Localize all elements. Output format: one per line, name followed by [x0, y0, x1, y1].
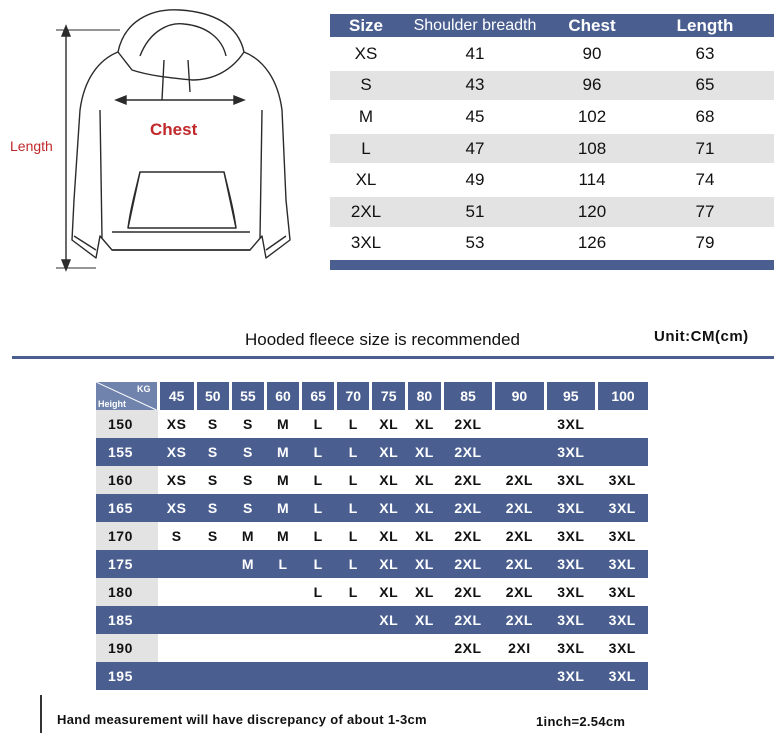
size-measurement-table — [330, 14, 774, 270]
size-table-row — [330, 133, 774, 165]
recommended-size-cell: XL — [407, 578, 443, 606]
recommended-size-cell: M — [265, 494, 300, 522]
recommended-size-cell: 2XL — [442, 494, 493, 522]
height-cell: 190 — [96, 634, 158, 662]
recommended-size-cell: 3XL — [545, 466, 596, 494]
recommended-size-cell: M — [265, 522, 300, 550]
recommended-size-cell: XL — [371, 522, 407, 550]
weight-header-cell: 90 — [494, 382, 545, 410]
weight-header-cell: 70 — [336, 382, 371, 410]
recommended-size-cell — [230, 578, 265, 606]
recommended-size-cell: M — [265, 466, 300, 494]
chest-cell: 108 — [548, 133, 636, 165]
recommended-size-cell — [494, 438, 545, 466]
length-cell: 79 — [636, 228, 774, 260]
recommended-size-cell: 3XL — [597, 494, 649, 522]
recommended-size-cell: XL — [371, 578, 407, 606]
recommended-size-cell: S — [195, 494, 230, 522]
length-cell: 74 — [636, 164, 774, 196]
recommended-size-cell: 3XL — [597, 662, 649, 690]
recommendation-row — [96, 494, 648, 522]
recommended-size-cell: 3XL — [597, 550, 649, 578]
recommended-size-cell: 2XL — [442, 606, 493, 634]
recommended-size-cell: L — [336, 466, 371, 494]
recommendation-row — [96, 466, 648, 494]
chest-cell: 126 — [548, 228, 636, 260]
length-label: Length — [10, 138, 53, 154]
height-cell: 185 — [96, 606, 158, 634]
recommendation-row — [96, 438, 648, 466]
weight-header-cell: 80 — [407, 382, 443, 410]
recommended-size-cell: 3XL — [545, 522, 596, 550]
recommended-size-cell: 3XL — [597, 606, 649, 634]
recommended-size-cell: L — [336, 550, 371, 578]
recommended-size-cell — [195, 550, 230, 578]
recommended-size-cell: L — [265, 550, 300, 578]
recommended-size-cell: XL — [407, 494, 443, 522]
recommendation-row — [96, 578, 648, 606]
recommended-size-cell: 2XL — [494, 550, 545, 578]
height-cell: 170 — [96, 522, 158, 550]
size-table-row — [330, 70, 774, 102]
recommendation-row — [96, 662, 648, 690]
recommended-size-cell: 2XL — [494, 578, 545, 606]
size-recommendation-table — [96, 382, 648, 690]
height-cell: 180 — [96, 578, 158, 606]
recommended-size-cell: L — [336, 578, 371, 606]
recommended-size-cell — [336, 634, 371, 662]
recommended-size-cell: S — [158, 522, 195, 550]
recommended-size-cell: XL — [407, 466, 443, 494]
recommended-size-cell: 3XL — [545, 438, 596, 466]
recommended-size-cell: S — [195, 522, 230, 550]
recommended-size-cell: 3XL — [545, 606, 596, 634]
recommended-size-cell — [265, 606, 300, 634]
recommended-size-cell: XS — [158, 466, 195, 494]
chest-cell: 120 — [548, 196, 636, 228]
size-table-row — [330, 38, 774, 70]
recommended-size-cell: XL — [407, 550, 443, 578]
size-cell: 2XL — [330, 196, 402, 228]
column-header-size: Size — [330, 14, 402, 38]
recommended-size-cell: XL — [371, 606, 407, 634]
size-cell: XL — [330, 164, 402, 196]
recommended-size-cell: 2XL — [442, 410, 493, 438]
chest-cell: 114 — [548, 164, 636, 196]
recommended-size-cell: XL — [371, 466, 407, 494]
recommended-size-cell: 2XL — [442, 522, 493, 550]
recommended-size-cell — [494, 662, 545, 690]
length-cell: 68 — [636, 101, 774, 133]
recommended-size-cell — [265, 634, 300, 662]
recommended-size-cell — [407, 662, 443, 690]
recommended-size-cell — [230, 606, 265, 634]
recommended-size-cell: M — [265, 438, 300, 466]
chest-label: Chest — [150, 120, 198, 139]
recommended-size-cell: S — [230, 438, 265, 466]
recommended-size-cell — [494, 410, 545, 438]
weight-header-cell: 60 — [265, 382, 300, 410]
size-table-row — [330, 164, 774, 196]
recommended-size-cell: 3XL — [597, 522, 649, 550]
recommended-size-cell — [195, 578, 230, 606]
recommended-size-cell: L — [336, 494, 371, 522]
footer-bar — [40, 695, 42, 733]
recommended-size-cell — [265, 578, 300, 606]
recommendation-row — [96, 606, 648, 634]
recommended-size-cell: 3XL — [545, 494, 596, 522]
recommendation-row — [96, 410, 648, 438]
recommended-size-cell: XS — [158, 410, 195, 438]
size-cell: S — [330, 70, 402, 102]
recommended-size-cell: S — [195, 438, 230, 466]
recommended-size-cell: XL — [407, 410, 443, 438]
weight-header-cell: 85 — [442, 382, 493, 410]
height-cell: 160 — [96, 466, 158, 494]
recommended-size-cell — [301, 662, 336, 690]
section-divider — [12, 356, 774, 359]
recommended-size-cell: L — [301, 494, 336, 522]
recommended-size-cell: XL — [371, 410, 407, 438]
recommended-size-cell: L — [301, 550, 336, 578]
recommended-size-cell — [597, 410, 649, 438]
recommended-size-cell: S — [195, 410, 230, 438]
weight-header-cell: 45 — [158, 382, 195, 410]
corner-kg-label: KG — [137, 384, 151, 394]
height-cell: 155 — [96, 438, 158, 466]
measurement-note: Hand measurement will have discrepancy of about 1-3cm — [57, 712, 427, 727]
recommended-size-cell — [158, 550, 195, 578]
height-cell: 150 — [96, 410, 158, 438]
recommended-size-cell — [407, 634, 443, 662]
recommended-size-cell: M — [265, 410, 300, 438]
size-table-header-row — [330, 14, 774, 38]
recommended-size-cell — [597, 438, 649, 466]
recommended-size-cell: S — [230, 494, 265, 522]
unit-label: Unit:CM(cm) — [654, 328, 749, 345]
recommendation-row — [96, 522, 648, 550]
recommended-size-cell — [195, 662, 230, 690]
recommended-size-cell: L — [301, 466, 336, 494]
column-header-shoulder: Shoulder breadth — [402, 14, 548, 38]
weight-header-cell: 65 — [301, 382, 336, 410]
recommended-size-cell: XL — [371, 494, 407, 522]
recommended-size-cell — [336, 662, 371, 690]
weight-header-row — [96, 382, 648, 410]
recommended-size-cell — [158, 606, 195, 634]
size-cell: XS — [330, 38, 402, 70]
recommended-size-cell: 3XL — [597, 466, 649, 494]
chest-cell: 90 — [548, 38, 636, 70]
recommendation-row — [96, 550, 648, 578]
recommended-size-cell — [230, 634, 265, 662]
recommended-size-cell: M — [230, 522, 265, 550]
recommended-size-cell: L — [336, 410, 371, 438]
recommended-size-cell: XL — [407, 522, 443, 550]
shoulder-cell: 47 — [402, 133, 548, 165]
height-weight-corner — [96, 382, 158, 410]
chest-cell: 96 — [548, 70, 636, 102]
recommended-size-cell: 3XL — [545, 410, 596, 438]
recommended-size-cell: 2XL — [494, 522, 545, 550]
recommended-size-cell: 3XL — [545, 662, 596, 690]
chest-cell: 102 — [548, 101, 636, 133]
recommended-size-cell: M — [230, 550, 265, 578]
recommended-size-cell: 2XL — [494, 494, 545, 522]
recommended-size-cell: XL — [371, 438, 407, 466]
shoulder-cell: 41 — [402, 38, 548, 70]
height-cell: 195 — [96, 662, 158, 690]
recommended-size-cell — [336, 606, 371, 634]
shoulder-cell: 43 — [402, 70, 548, 102]
weight-header-cell: 100 — [597, 382, 649, 410]
recommended-size-cell — [301, 634, 336, 662]
recommended-size-cell: L — [301, 578, 336, 606]
shoulder-cell: 49 — [402, 164, 548, 196]
recommended-size-cell — [442, 662, 493, 690]
recommended-size-cell — [195, 634, 230, 662]
recommended-size-cell: L — [336, 438, 371, 466]
recommended-size-cell: L — [301, 522, 336, 550]
size-cell: L — [330, 133, 402, 165]
recommended-size-cell: 2XL — [442, 438, 493, 466]
size-table-row — [330, 228, 774, 260]
recommended-size-cell: 2XL — [442, 550, 493, 578]
length-cell: 65 — [636, 70, 774, 102]
size-table-row — [330, 196, 774, 228]
recommended-size-cell: L — [301, 410, 336, 438]
recommended-size-cell: XS — [158, 438, 195, 466]
size-cell: M — [330, 101, 402, 133]
length-cell: 63 — [636, 38, 774, 70]
recommended-size-cell: 2XL — [494, 466, 545, 494]
recommended-size-cell: 2XI — [494, 634, 545, 662]
recommended-size-cell: 3XL — [545, 634, 596, 662]
recommended-size-cell: XL — [407, 438, 443, 466]
recommended-size-cell — [371, 634, 407, 662]
recommended-size-cell — [158, 662, 195, 690]
recommended-size-cell: 2XL — [442, 466, 493, 494]
recommended-size-cell: S — [195, 466, 230, 494]
recommended-size-cell: 3XL — [597, 634, 649, 662]
shoulder-cell: 51 — [402, 196, 548, 228]
weight-header-cell: 55 — [230, 382, 265, 410]
recommended-size-cell — [265, 662, 300, 690]
height-cell: 175 — [96, 550, 158, 578]
recommended-size-cell: XL — [407, 606, 443, 634]
recommended-size-cell — [371, 662, 407, 690]
recommended-size-cell: S — [230, 410, 265, 438]
recommended-size-cell: 2XL — [442, 578, 493, 606]
length-cell: 77 — [636, 196, 774, 228]
recommended-size-cell: 3XL — [545, 578, 596, 606]
recommended-size-cell — [301, 606, 336, 634]
recommended-size-cell: 3XL — [545, 550, 596, 578]
recommendation-row — [96, 634, 648, 662]
corner-height-label: Height — [98, 399, 126, 409]
column-header-chest: Chest — [548, 14, 636, 38]
recommended-size-cell: 2XL — [494, 606, 545, 634]
height-cell: 165 — [96, 494, 158, 522]
weight-header-cell: 50 — [195, 382, 230, 410]
column-header-length: Length — [636, 14, 774, 38]
size-cell: 3XL — [330, 228, 402, 260]
weight-header-cell: 95 — [545, 382, 596, 410]
recommended-size-cell: S — [230, 466, 265, 494]
inch-conversion: 1inch=2.54cm — [536, 714, 626, 729]
recommended-size-cell — [158, 634, 195, 662]
recommended-size-cell: L — [336, 522, 371, 550]
recommended-size-cell: 3XL — [597, 578, 649, 606]
recommended-size-cell: XL — [371, 550, 407, 578]
recommended-size-cell — [195, 606, 230, 634]
recommended-size-cell — [158, 578, 195, 606]
recommendation-caption: Hooded fleece size is recommended — [245, 330, 520, 349]
shoulder-cell: 53 — [402, 228, 548, 260]
size-table-footer-bar — [330, 259, 774, 270]
weight-header-cell: 75 — [371, 382, 407, 410]
size-table-row — [330, 101, 774, 133]
recommended-size-cell: 2XL — [442, 634, 493, 662]
shoulder-cell: 45 — [402, 101, 548, 133]
length-cell: 71 — [636, 133, 774, 165]
recommended-size-cell: L — [301, 438, 336, 466]
recommended-size-cell: XS — [158, 494, 195, 522]
recommended-size-cell — [230, 662, 265, 690]
